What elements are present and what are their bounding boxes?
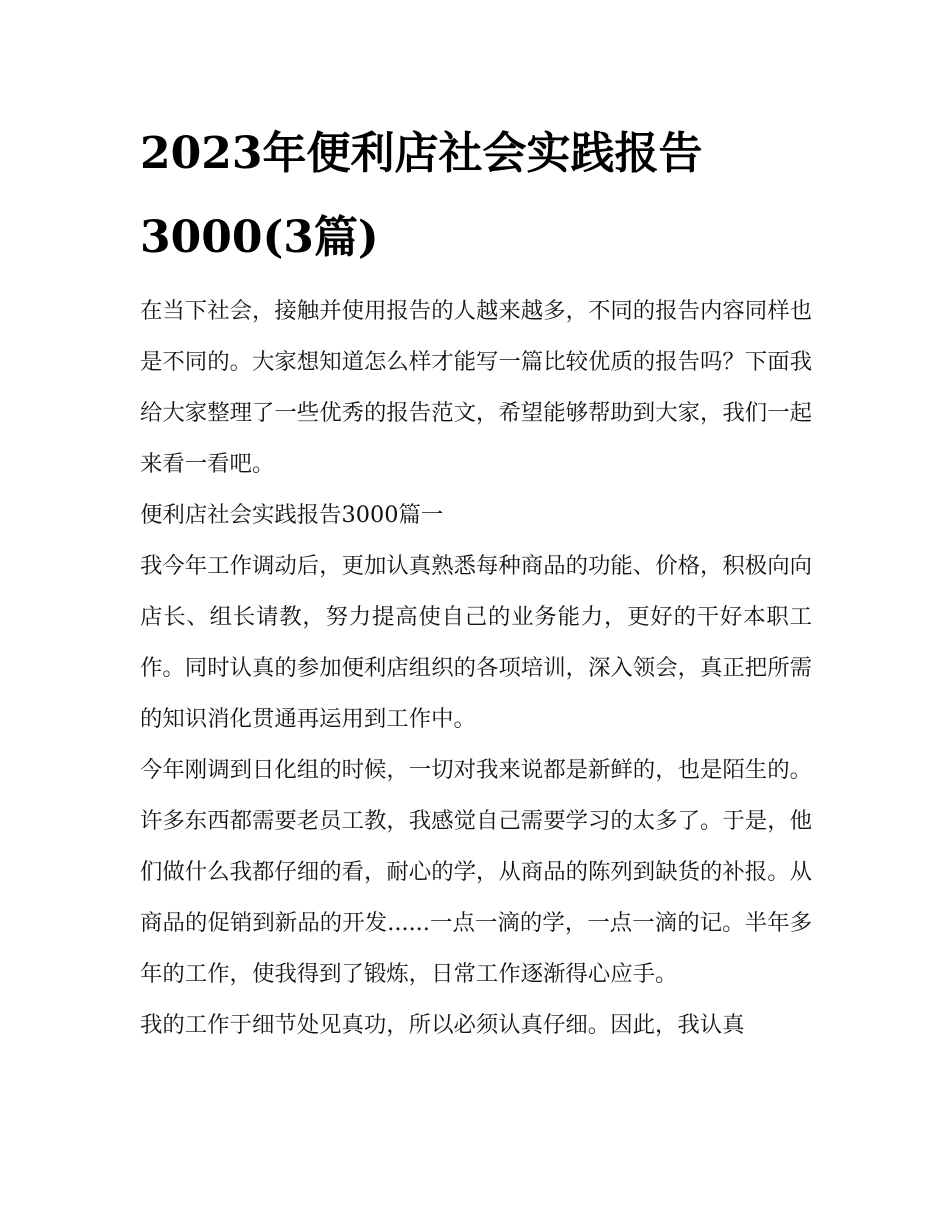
intro-paragraph: 在当下社会，接触并使用报告的人越来越多，不同的报告内容同样也是不同的。大家想知道怎么样才能写一篇比较优质的报告吗？下面我给大家整理了一些优秀的报告范文，希望能够帮助到大家，我们一起来看一看吧。 — [140, 298, 812, 477]
document-title: 2023年便利店社会实践报告3000(3篇) — [140, 128, 703, 263]
body-paragraph: 我今年工作调动后，更加认真熟悉每种商品的功能、价格，积极向向店长、组长请教，努力提高使自己的业务能力，更好的干好本职工作。同时认真的参加便利店组织的各项培训，深入领会，真正把所需的知识消化贯通再运用到工作中。 — [140, 553, 812, 732]
document-page — [140, 112, 812, 1051]
body-paragraph: 我的工作于细节处见真功，所以必须认真仔细。因此，我认真 — [140, 1012, 745, 1038]
body-paragraph: 今年刚调到日化组的时候，一切对我来说都是新鲜的，也是陌生的。许多东西都需要老员工教，我感觉自己需要学习的太多了。于是，他们做什么我都仔细的看，耐心的学，从商品的陈列到缺货的补报。从商品的促销到新品的开发......一点一滴的学，一点一滴的记。半年多年的工作，使我得到了锻炼，日常工作逐渐得心应手。 — [140, 757, 812, 987]
section-heading: 便利店社会实践报告3000篇一 — [140, 502, 444, 528]
